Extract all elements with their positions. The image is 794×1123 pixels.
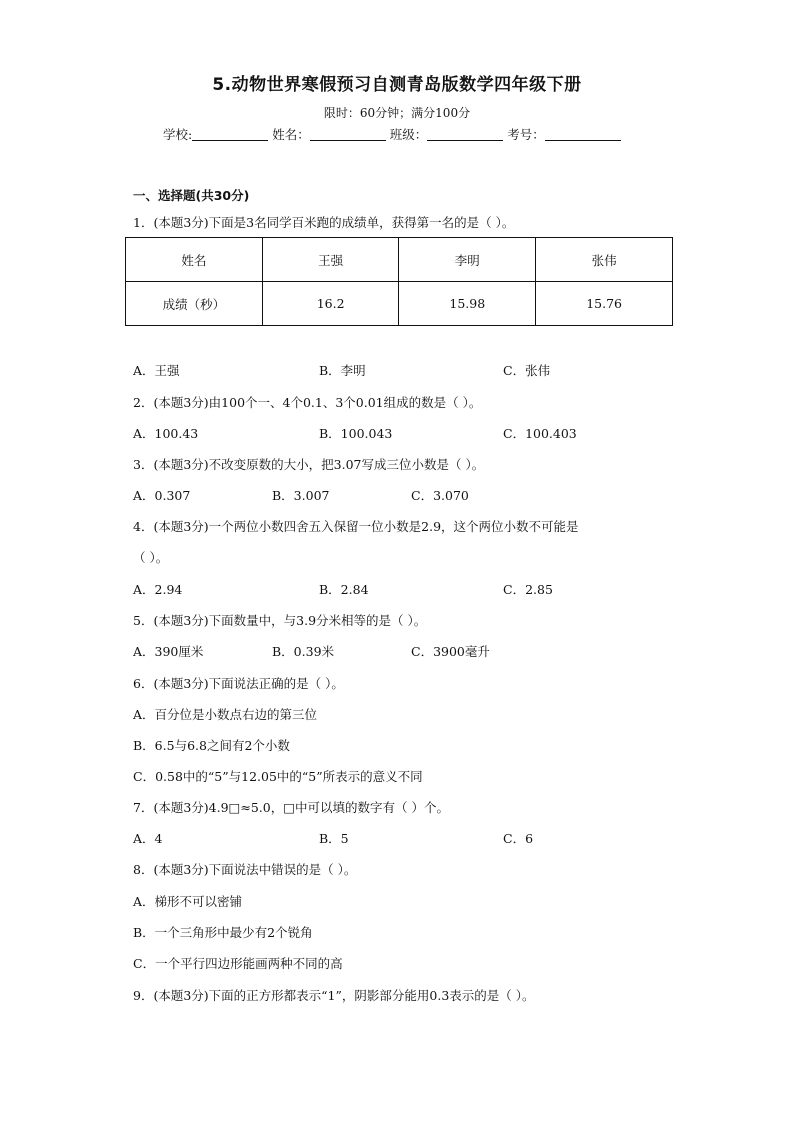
question-7-option-a[interactable]: A．4 bbox=[133, 831, 163, 846]
question-6-option-c[interactable]: C．0.58中的“5”与12.05中的“5”所表示的意义不同 bbox=[133, 769, 423, 784]
question-3-option-b[interactable]: B．3.007 bbox=[272, 488, 330, 503]
table-cell: 成绩（秒） bbox=[126, 282, 263, 326]
table-cell: 王强 bbox=[262, 238, 399, 282]
exam-number-label: 考号： bbox=[507, 127, 545, 142]
question-7-option-c[interactable]: C．6 bbox=[503, 831, 534, 846]
question-4-option-c[interactable]: C．2.85 bbox=[503, 582, 553, 597]
school-label: 学校: bbox=[163, 127, 193, 142]
question-1-stem: 1．(本题3分)下面是3名同学百米跑的成绩单，获得第一名的是（ ）。 bbox=[133, 215, 515, 230]
question-1-option-b[interactable]: B．李明 bbox=[319, 363, 366, 378]
question-5-option-b[interactable]: B．0.39米 bbox=[272, 644, 335, 659]
question-2-option-c[interactable]: C．100.403 bbox=[503, 426, 577, 441]
page-title: 5.动物世界寒假预习自测青岛版数学四年级下册 bbox=[212, 75, 582, 95]
table-cell: 15.76 bbox=[536, 282, 673, 326]
question-1-option-c[interactable]: C．张伟 bbox=[503, 363, 551, 378]
question-8-option-c[interactable]: C．一个平行四边形能画两种不同的高 bbox=[133, 956, 343, 971]
table-cell: 16.2 bbox=[262, 282, 399, 326]
question-6-option-a[interactable]: A．百分位是小数点右边的第三位 bbox=[133, 707, 318, 722]
score-table bbox=[125, 237, 673, 326]
section-heading: 一、选择题(共30分) bbox=[133, 188, 250, 203]
question-8-option-a[interactable]: A．梯形不可以密铺 bbox=[133, 894, 243, 909]
name-label: 姓名： bbox=[272, 127, 310, 142]
question-2-stem: 2．(本题3分)由100个一、4个0.1、3个0.01组成的数是（ ）。 bbox=[133, 395, 482, 410]
time-limit-text: 限时：60分钟；满分100分 bbox=[323, 106, 471, 120]
question-8-option-b[interactable]: B．一个三角形中最少有2个锐角 bbox=[133, 925, 313, 940]
question-6-option-b[interactable]: B．6.5与6.8之间有2个小数 bbox=[133, 738, 290, 753]
class-blank[interactable] bbox=[427, 128, 503, 141]
school-blank[interactable] bbox=[192, 128, 268, 141]
question-7-stem: 7．(本题3分)4.9□≈5.0，□中可以填的数字有（ ）个。 bbox=[133, 800, 449, 815]
table-row bbox=[126, 282, 673, 326]
question-3-stem: 3．(本题3分)不改变原数的大小，把3.07写成三位小数是（ ）。 bbox=[133, 457, 485, 472]
question-5-option-c[interactable]: C．3900毫升 bbox=[411, 644, 490, 659]
question-6-stem: 6．(本题3分)下面说法正确的是（ ）。 bbox=[133, 676, 344, 691]
table-row bbox=[126, 238, 673, 282]
question-4-stem: 4．(本题3分)一个两位小数四舍五入保留一位小数是2.9，这个两位小数不可能是 bbox=[133, 519, 579, 534]
question-3-option-c[interactable]: C．3.070 bbox=[411, 488, 469, 503]
table-cell: 张伟 bbox=[536, 238, 673, 282]
question-4-option-b[interactable]: B．2.84 bbox=[319, 582, 369, 597]
question-5-option-a[interactable]: A．390厘米 bbox=[133, 644, 204, 659]
question-2-option-b[interactable]: B．100.043 bbox=[319, 426, 393, 441]
question-2-option-a[interactable]: A．100.43 bbox=[133, 426, 199, 441]
question-8-stem: 8．(本题3分)下面说法中错误的是（ ）。 bbox=[133, 862, 357, 877]
question-3-option-a[interactable]: A．0.307 bbox=[133, 488, 191, 503]
table-cell: 李明 bbox=[399, 238, 536, 282]
table-cell: 15.98 bbox=[399, 282, 536, 326]
question-7-option-b[interactable]: B．5 bbox=[319, 831, 349, 846]
question-4-stem-continued: （ ）。 bbox=[133, 550, 169, 565]
student-info-line bbox=[163, 125, 621, 143]
class-label: 班级： bbox=[389, 127, 428, 142]
question-1-option-a[interactable]: A．王强 bbox=[133, 363, 180, 378]
question-4-option-a[interactable]: A．2.94 bbox=[133, 582, 183, 597]
name-blank[interactable] bbox=[310, 128, 386, 141]
question-9-stem: 9．(本题3分)下面的正方形都表示“1”，阴影部分能用0.3表示的是（ ）。 bbox=[133, 988, 535, 1003]
question-5-stem: 5．(本题3分)下面数量中，与3.9分米相等的是（ ）。 bbox=[133, 613, 427, 628]
table-cell: 姓名 bbox=[126, 238, 263, 282]
exam-number-blank[interactable] bbox=[545, 128, 621, 141]
